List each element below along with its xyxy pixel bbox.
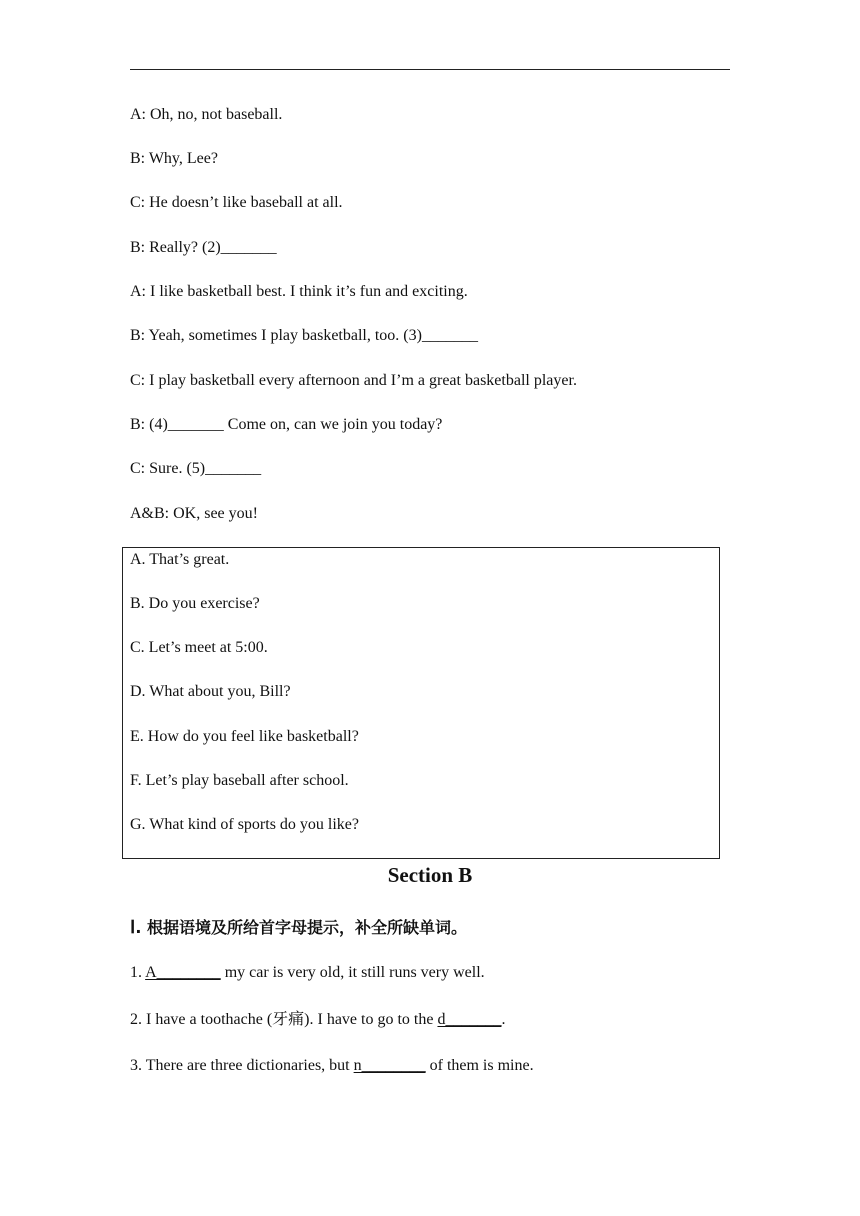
answer-blank: n________ bbox=[353, 1057, 426, 1074]
dialogue-line: C: Sure. (5)_______ bbox=[130, 460, 262, 477]
dialogue-line: B: Why, Lee? bbox=[130, 150, 218, 167]
option-item: G. What kind of sports do you like? bbox=[130, 816, 360, 833]
dialogue-line: A: I like basketball best. I think it’s fun and exciting. bbox=[130, 283, 468, 300]
option-item: A. That’s great. bbox=[130, 551, 230, 568]
dialogue-line: B: Yeah, sometimes I play basketball, too. (3)_______ bbox=[130, 327, 478, 344]
option-item: F. Let’s play baseball after school. bbox=[130, 772, 349, 789]
answer-blank: d_______ bbox=[437, 1011, 502, 1028]
option-item: C. Let’s meet at 5:00. bbox=[130, 639, 268, 656]
question-suffix: of them is mine. bbox=[425, 1057, 534, 1074]
question-suffix: my car is very old, it still runs very well. bbox=[220, 964, 485, 981]
dialogue-line: B: Really? (2)_______ bbox=[130, 239, 277, 256]
part-instruction-text: . 根据语境及所给首字母提示，补全所缺单词。 bbox=[135, 918, 467, 937]
dialogue-line: B: (4)_______ Come on, can we join you today? bbox=[130, 416, 443, 433]
option-item: D. What about you, Bill? bbox=[130, 683, 291, 700]
question-prefix: 3. There are three dictionaries, but bbox=[130, 1057, 354, 1074]
question-prefix: 1. bbox=[130, 964, 146, 981]
dialogue-line: C: I play basketball every afternoon and I’m a great basketball player. bbox=[130, 372, 577, 389]
section-title: Section B bbox=[387, 863, 473, 887]
question-prefix: 2. I have a toothache (牙痛). I have to go to the bbox=[130, 1011, 438, 1028]
question-1 bbox=[130, 963, 485, 983]
question-3 bbox=[130, 1056, 534, 1076]
dialogue-line: C: He doesn’t like baseball at all. bbox=[130, 194, 343, 211]
option-item: E. How do you feel like basketball? bbox=[130, 728, 359, 745]
dialogue-line: A&B: OK, see you! bbox=[130, 505, 258, 522]
answer-blank: A________ bbox=[145, 964, 221, 981]
question-suffix: . bbox=[501, 1011, 506, 1028]
option-item: B. Do you exercise? bbox=[130, 595, 260, 612]
dialogue-line: A: Oh, no, not baseball. bbox=[130, 106, 283, 123]
part-instruction bbox=[130, 916, 467, 939]
header-rule bbox=[130, 69, 730, 70]
part-numeral: Ⅰ bbox=[130, 917, 136, 937]
question-2 bbox=[130, 1010, 505, 1030]
